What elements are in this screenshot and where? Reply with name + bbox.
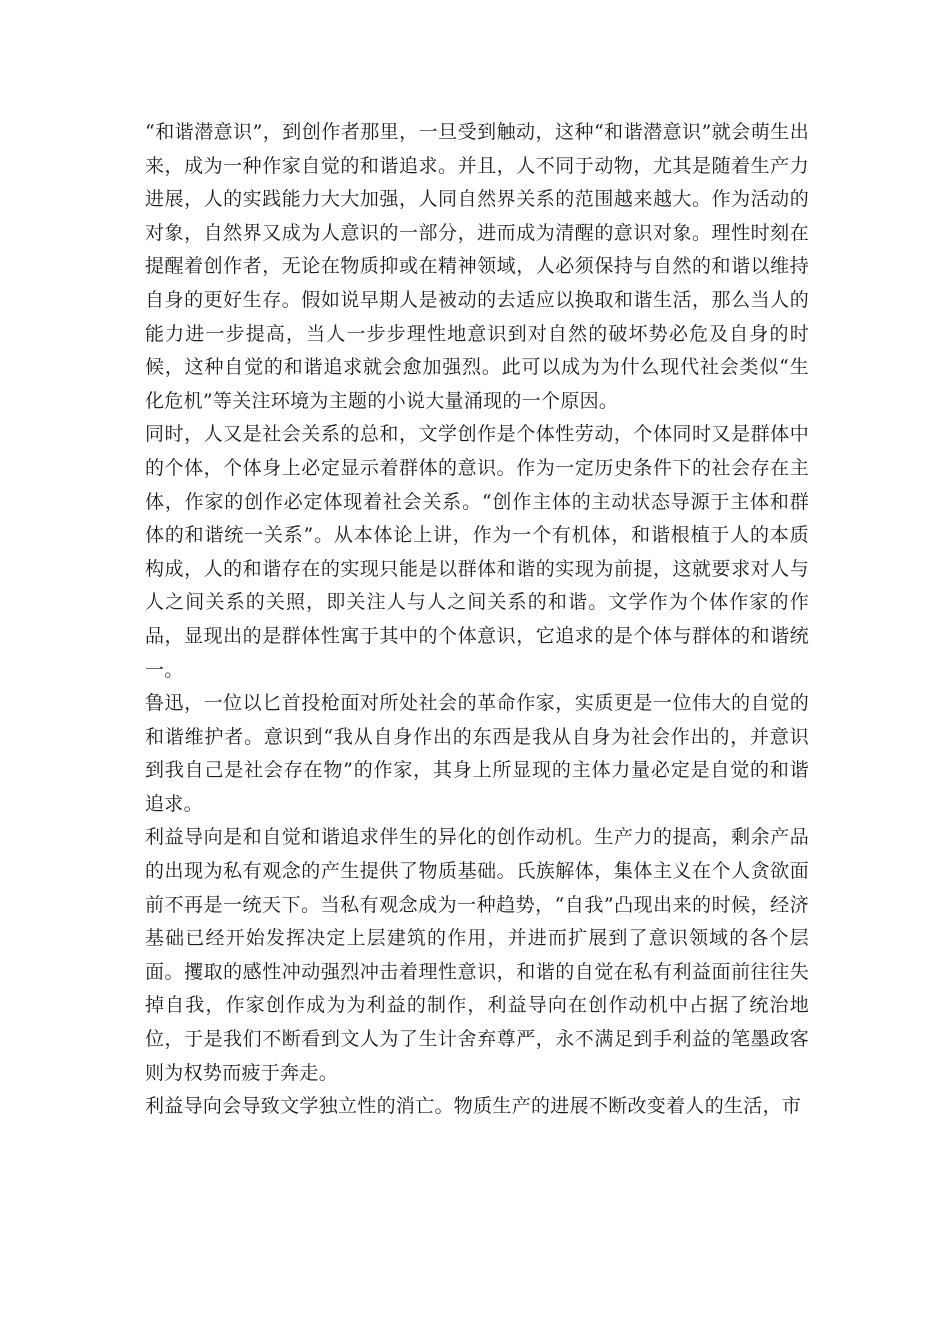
paragraph-literary-independence: 利益导向会导致文学独立性的消亡。物质生产的进展不断改变着人的生活，市: [145, 1095, 802, 1118]
paragraph-harmony-subconscious: “和谐潜意识”，到创作者那里，一旦受到触动，这种“和谐潜意识”就会萌生出来，成为一种作家自觉的和谐追求。并且，人不同于动物，尤其是随着生产力进展，人的实践能力大大加强，人同自然界关系的范围越来越大。作为活动的对象，自然界又成为人意识的一部分，进而成为清醒的意识对象。理性时刻在提醒着创作者，无论在物质抑或在精神领域，人必须保持与自然的和谐以维持自身的更好生存。假如说早期人是被动的去适应以换取和谐生活，那么当人的能力进一步提高，当人一步步理性地意识到对自然的破坏势必危及自身的时候，这种自觉的和谐追求就会愈加强烈。此可以成为为什么现代社会类似“生化危机”等关注环境为主题的小说大量涌现的一个原因。: [145, 121, 809, 412]
document-body: [145, 116, 809, 1124]
paragraph-social-relations: 同时，人又是社会关系的总和，文学创作是个体性劳动，个体同时又是群体中的个体，个体身上必定显示着群体的意识。作为一定历史条件下的社会存在主体，作家的创作必定体现着社会关系。“创作主体的主动状态导源于主体和群体的和谐统一关系”。从本体论上讲，作为一个有机体，和谐根植于人的本质构成，人的和谐存在的实现只能是以群体和谐的实现为前提，这就要求对人与人之间关系的关照，即关注人与人之间关系的和谐。文学作为个体作家的作品，显现出的是群体性寓于其中的个体意识，它追求的是个体与群体的和谐统一。: [145, 423, 809, 681]
paragraph-lu-xun: 鲁迅，一位以匕首投枪面对所处社会的革命作家，实质更是一位伟大的自觉的和谐维护者。意识到“我从自身作出的东西是我从自身为社会作出的，并意识到我自己是社会存在物”的作家，其身上所显现的主体力量必定是自觉的和谐追求。: [145, 692, 809, 815]
paragraph-interest-orientation: 利益导向是和自觉和谐追求伴生的异化的创作动机。生产力的提高，剩余产品的出现为私有观念的产生提供了物质基础。氏族解体，集体主义在个人贪欲面前不再是一统天下。当私有观念成为一种趋势，“自我”凸现出来的时候，经济基础已经开始发挥决定上层建筑的作用，并进而扩展到了意识领域的各个层面。攫取的感性冲动强烈冲击着理性意识，和谐的自觉在私有利益面前往往失掉自我，作家创作成为为利益的制作，利益导向在创作动机中占据了统治地位，于是我们不断看到文人为了生计舍弃尊严，永不满足到手利益的笔墨政客则为权势而疲于奔走。: [145, 826, 809, 1084]
